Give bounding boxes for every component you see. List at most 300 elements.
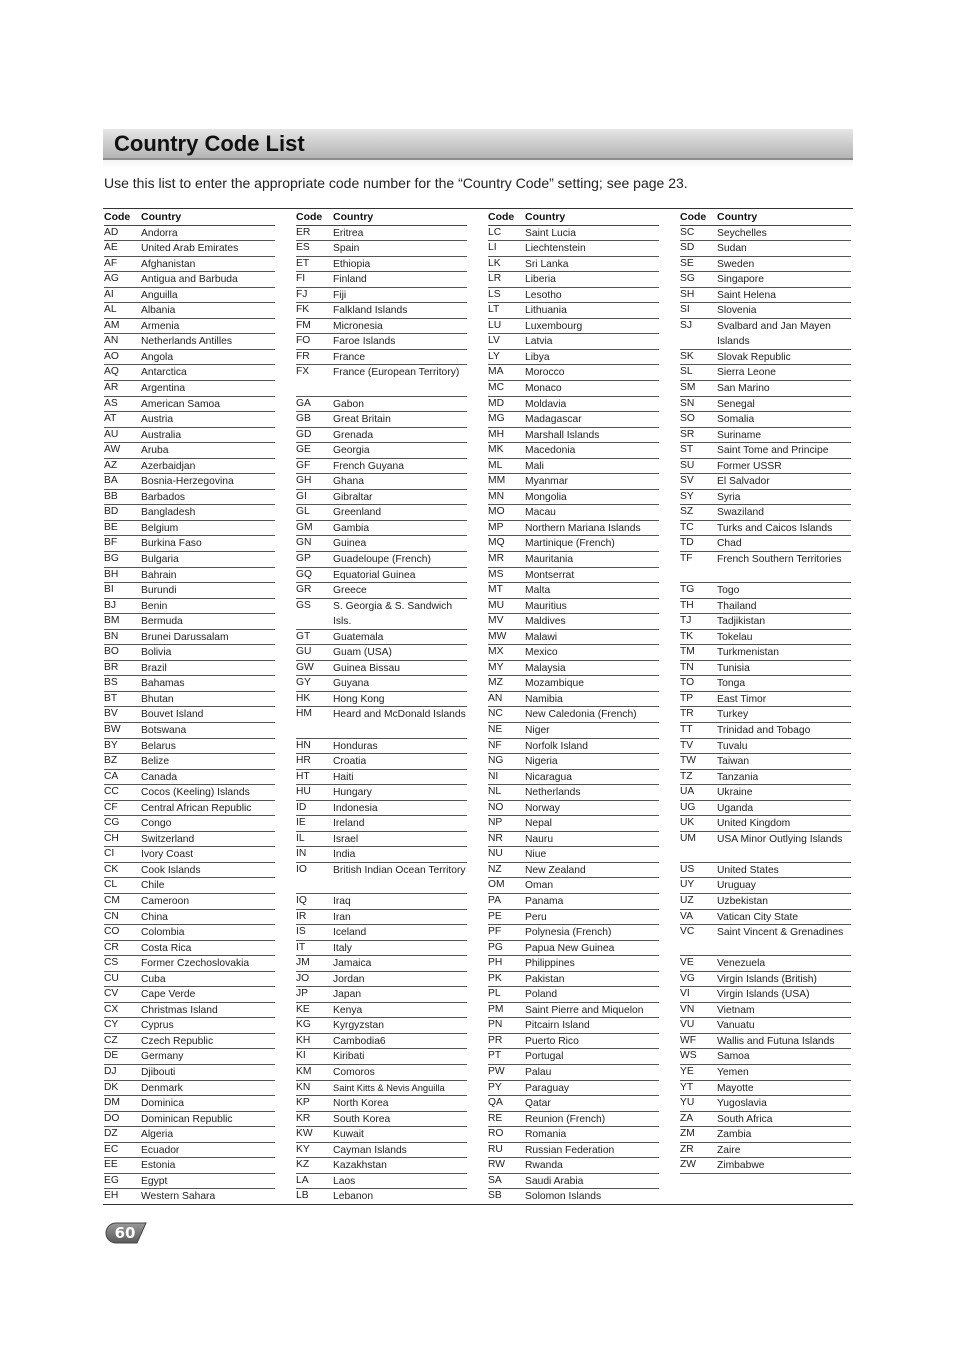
country-name: Argentina — [141, 382, 186, 394]
country-name: Peru — [525, 911, 547, 923]
country-name: Lebanon — [333, 1191, 374, 1203]
country-name: Georgia — [333, 445, 370, 457]
country-name: Luxembourg — [525, 320, 583, 332]
country-code: PM — [488, 1003, 504, 1015]
country-name: Philippines — [525, 958, 575, 970]
country-code: HM — [296, 708, 313, 720]
country-name: Hong Kong — [333, 693, 385, 705]
country-name: Austria — [141, 414, 174, 426]
table-row — [296, 1081, 467, 1097]
country-name: Aruba — [141, 445, 169, 457]
country-code: CR — [104, 941, 119, 953]
country-code: LY — [488, 350, 500, 362]
country-name: Russian Federation — [525, 1144, 615, 1156]
country-code: BD — [104, 506, 119, 518]
table-row — [104, 1065, 275, 1081]
table-row — [680, 630, 851, 646]
country-name: Jordan — [333, 973, 365, 985]
table-row — [104, 785, 275, 801]
table-row — [488, 1112, 659, 1128]
country-name: Former Czechoslovakia — [141, 958, 250, 970]
country-name: Pakistan — [525, 973, 565, 985]
country-code: ZM — [680, 1128, 695, 1140]
country-code: WS — [680, 1050, 697, 1062]
table-row — [104, 505, 275, 521]
country-code: MK — [488, 444, 504, 456]
country-name: Wallis and Futuna Islands — [717, 1035, 835, 1047]
country-name: Cyprus — [141, 1020, 174, 1032]
country-code: DO — [104, 1112, 120, 1124]
country-code: IO — [296, 863, 307, 875]
table-row — [680, 552, 851, 583]
country-name: Israel — [333, 833, 359, 845]
country-name: Brunei Darussalam — [141, 631, 229, 643]
table-row — [104, 925, 275, 941]
table-row — [488, 334, 659, 350]
country-code: UY — [680, 879, 695, 891]
country-name: Tuvalu — [717, 740, 748, 752]
table-row — [488, 536, 659, 552]
country-code: IS — [296, 926, 306, 938]
table-row — [680, 288, 851, 304]
country-name: Vatican City State — [717, 911, 799, 923]
country-code: SN — [680, 397, 695, 409]
country-name: Guam (USA) — [333, 647, 392, 659]
country-name: Mauritania — [525, 553, 574, 565]
country-name: Turkey — [717, 709, 749, 721]
country-code: MM — [488, 475, 506, 487]
country-code: TO — [680, 677, 695, 689]
country-code: LC — [488, 226, 502, 238]
country-name: Papua New Guinea — [525, 942, 615, 954]
country-name: Portugal — [525, 1051, 564, 1063]
table-row — [680, 614, 851, 630]
country-name: Saint Helena — [717, 289, 776, 301]
table-row — [296, 1034, 467, 1050]
table-row — [104, 723, 275, 739]
country-name: Colombia — [141, 927, 185, 939]
country-code: BG — [104, 552, 119, 564]
country-name: South Africa — [717, 1113, 773, 1125]
country-code: ID — [296, 801, 307, 813]
country-code: BJ — [104, 599, 117, 611]
table-row — [104, 599, 275, 615]
country-code: AL — [104, 304, 117, 316]
table-row — [488, 645, 659, 661]
table-row — [488, 568, 659, 584]
column-header — [296, 210, 467, 226]
country-name: Faroe Islands — [333, 336, 396, 348]
country-code: MV — [488, 615, 504, 627]
country-code: EH — [104, 1190, 119, 1202]
table-row — [296, 676, 467, 692]
table-row — [104, 350, 275, 366]
country-code: VI — [680, 988, 690, 1000]
country-code: GL — [296, 506, 310, 518]
country-name: San Marino — [717, 382, 770, 394]
country-code: LB — [296, 1190, 309, 1202]
country-code: TD — [680, 537, 694, 549]
country-name: Myanmar — [525, 476, 568, 488]
country-code: LT — [488, 304, 500, 316]
country-code: SV — [680, 475, 694, 487]
table-row — [488, 1096, 659, 1112]
country-name: Guatemala — [333, 631, 384, 643]
country-name: Martinique (French) — [525, 538, 615, 550]
country-name: Yugoslavia — [717, 1098, 767, 1110]
country-code: GB — [296, 413, 311, 425]
country-name: Macau — [525, 507, 556, 519]
table-row — [104, 614, 275, 630]
table-row — [488, 241, 659, 257]
country-code: GS — [296, 599, 311, 611]
country-name: Ireland — [333, 818, 365, 830]
table-row — [680, 397, 851, 413]
table-row — [104, 770, 275, 786]
country-name: New Caledonia (French) — [525, 709, 637, 721]
country-name: Albania — [141, 305, 176, 317]
table-row — [296, 505, 467, 521]
country-code: LI — [488, 242, 497, 254]
country-name: Montserrat — [525, 569, 575, 581]
country-name: Bahamas — [141, 678, 185, 690]
country-name: Burundi — [141, 585, 177, 597]
country-name: Antarctica — [141, 367, 187, 379]
country-code: FM — [296, 319, 311, 331]
table-row — [104, 474, 275, 490]
country-name: Andorra — [141, 227, 178, 239]
country-code: NF — [488, 739, 502, 751]
country-code: AF — [104, 257, 118, 269]
table-row — [680, 692, 851, 708]
country-code: GF — [296, 459, 311, 471]
country-name: Former USSR — [717, 460, 782, 472]
country-name: Germany — [141, 1051, 184, 1063]
country-code: BI — [104, 584, 114, 596]
country-name: Belize — [141, 756, 170, 768]
top-rule — [103, 208, 853, 209]
table-row — [104, 863, 275, 879]
country-name: British Indian Ocean Territory — [333, 864, 466, 876]
country-code: HU — [296, 786, 311, 798]
table-row — [680, 770, 851, 786]
country-code: BR — [104, 661, 119, 673]
country-code: PL — [488, 988, 501, 1000]
table-row — [104, 319, 275, 335]
table-row — [488, 319, 659, 335]
country-code: MU — [488, 599, 505, 611]
table-row — [104, 1003, 275, 1019]
country-name: Azerbaidjan — [141, 460, 196, 472]
country-name: Tonga — [717, 678, 746, 690]
table-row — [296, 521, 467, 537]
country-name: Reunion (French) — [525, 1113, 606, 1125]
table-row — [488, 676, 659, 692]
country-code: TT — [680, 724, 693, 735]
country-code: BO — [104, 646, 119, 658]
country-name: Finland — [333, 274, 367, 286]
table-row — [296, 630, 467, 646]
table-row — [104, 754, 275, 770]
country-code: BM — [104, 615, 120, 627]
table-row — [296, 350, 467, 366]
country-code: VU — [680, 1019, 695, 1031]
table-row — [296, 832, 467, 848]
table-row — [104, 1081, 275, 1097]
country-code: GU — [296, 646, 312, 658]
country-name: Tanzania — [717, 771, 759, 783]
table-row — [104, 490, 275, 506]
country-name: Kenya — [333, 1004, 363, 1016]
table-row — [680, 910, 851, 926]
country-code: CL — [104, 879, 118, 891]
country-name: Eritrea — [333, 227, 364, 239]
country-code: AQ — [104, 366, 119, 378]
country-code: KH — [296, 1034, 311, 1046]
country-code: NC — [488, 708, 503, 720]
country-name: Denmark — [141, 1082, 183, 1094]
country-name: Bahrain — [141, 569, 177, 581]
country-code: SK — [680, 350, 694, 362]
country-code: IT — [296, 941, 306, 953]
country-name: Nicaragua — [525, 771, 572, 783]
country-name: Polynesia (French) — [525, 927, 612, 939]
table-row — [680, 443, 851, 459]
country-code: TJ — [680, 615, 692, 627]
country-name: Monaco — [525, 382, 562, 394]
country-code: MG — [488, 413, 505, 425]
country-name: Mongolia — [525, 491, 567, 503]
table-row — [488, 987, 659, 1003]
country-name: Syria — [717, 491, 741, 503]
country-name: Anguilla — [141, 289, 178, 301]
country-name: Dominican Republic — [141, 1113, 233, 1125]
table-row — [680, 241, 851, 257]
country-code: BE — [104, 521, 118, 533]
table-row — [104, 972, 275, 988]
table-row — [680, 894, 851, 910]
country-name: Guyana — [333, 678, 370, 690]
country-name: Egypt — [141, 1175, 168, 1187]
table-row — [680, 1112, 851, 1128]
country-code: CX — [104, 1003, 119, 1015]
country-code: VA — [680, 910, 693, 922]
country-code: GH — [296, 475, 312, 487]
table-row — [296, 397, 467, 413]
country-code: LV — [488, 335, 500, 347]
country-code: KR — [296, 1112, 311, 1124]
country-code: MC — [488, 381, 505, 393]
country-name: Latvia — [525, 336, 553, 348]
country-name: South Korea — [333, 1113, 391, 1125]
table-row — [296, 272, 467, 288]
country-code: MH — [488, 428, 505, 440]
country-name: Congo — [141, 818, 172, 830]
country-code: NR — [488, 832, 503, 844]
country-code: NP — [488, 817, 503, 829]
country-code: KG — [296, 1019, 311, 1031]
country-name: United Arab Emirates — [141, 243, 239, 255]
country-code: AN — [488, 692, 503, 704]
country-name: United States — [717, 864, 779, 876]
country-code: MO — [488, 506, 505, 518]
table-row — [104, 521, 275, 537]
table-row — [296, 785, 467, 801]
table-row — [488, 1034, 659, 1050]
country-name: Canada — [141, 771, 178, 783]
country-code: MA — [488, 366, 504, 378]
table-row — [680, 661, 851, 677]
country-code: PY — [488, 1081, 502, 1093]
country-code: BB — [104, 490, 118, 502]
table-row — [680, 1049, 851, 1065]
country-code: TN — [680, 661, 694, 673]
country-name: Cameroon — [141, 896, 190, 908]
country-code: NI — [488, 770, 499, 782]
code-header: Code — [680, 211, 707, 223]
table-row — [296, 241, 467, 257]
country-code: FK — [296, 304, 310, 316]
country-code: HR — [296, 755, 311, 767]
country-code: MZ — [488, 677, 503, 689]
country-name: Senegal — [717, 398, 755, 410]
country-code: KI — [296, 1050, 306, 1062]
table-row — [104, 847, 275, 863]
country-code: TP — [680, 692, 694, 704]
country-code: TV — [680, 739, 694, 751]
country-code: NO — [488, 801, 504, 813]
table-row — [296, 428, 467, 444]
country-name: Gabon — [333, 398, 364, 410]
title-bar — [103, 129, 853, 160]
page-title: Country Code List — [114, 131, 305, 156]
country-name: Kyrgyzstan — [333, 1020, 384, 1032]
table-row — [104, 1018, 275, 1034]
table-row — [680, 1018, 851, 1034]
country-code: SZ — [680, 506, 694, 518]
country-name: Cambodia6 — [333, 1035, 386, 1047]
country-code: UM — [680, 832, 697, 844]
country-code: ST — [680, 444, 694, 456]
table-row — [104, 288, 275, 304]
table-row — [488, 630, 659, 646]
country-code: AG — [104, 273, 119, 285]
table-row — [488, 443, 659, 459]
table-row — [488, 1158, 659, 1174]
country-name: Ghana — [333, 476, 364, 488]
table-row — [488, 583, 659, 599]
country-code: UK — [680, 817, 695, 829]
country-name: Indonesia — [333, 802, 378, 814]
country-code: SJ — [680, 319, 693, 331]
table-row — [104, 1127, 275, 1143]
country-name: Mali — [525, 460, 544, 472]
country-code: BA — [104, 475, 118, 487]
table-row — [488, 1143, 659, 1159]
table-row — [104, 676, 275, 692]
country-code: MR — [488, 552, 505, 564]
country-name: Palau — [525, 1067, 552, 1079]
country-code: SU — [680, 459, 695, 471]
country-name: Swaziland — [717, 507, 764, 519]
country-name: Belarus — [141, 740, 176, 752]
country-name: Turks and Caicos Islands — [717, 522, 833, 534]
country-code: BF — [104, 537, 118, 549]
country-name: Tokelau — [717, 631, 753, 643]
table-row — [296, 365, 467, 396]
table-row — [296, 987, 467, 1003]
table-row — [680, 272, 851, 288]
table-row — [104, 241, 275, 257]
country-code: TW — [680, 755, 697, 767]
country-name: China — [141, 911, 168, 923]
country-code: AZ — [104, 459, 118, 471]
country-name: Jamaica — [333, 958, 372, 970]
table-row — [296, 1158, 467, 1174]
table-row — [104, 381, 275, 397]
country-header: Country — [717, 211, 758, 223]
table-row — [680, 1143, 851, 1159]
country-code: SA — [488, 1174, 502, 1186]
country-name: Poland — [525, 989, 558, 1001]
country-code: DK — [104, 1081, 119, 1093]
country-code: GD — [296, 428, 312, 440]
country-code: PT — [488, 1050, 502, 1062]
country-code: BW — [104, 724, 121, 735]
table-row — [488, 941, 659, 957]
country-code: NU — [488, 848, 503, 860]
country-code: LR — [488, 273, 502, 285]
country-name: Heard and McDonald Islands — [333, 709, 466, 721]
country-code: GI — [296, 490, 307, 502]
table-row — [296, 910, 467, 926]
country-code: IN — [296, 848, 307, 860]
country-name: Lithuania — [525, 305, 567, 317]
country-code: NZ — [488, 863, 502, 875]
table-row — [296, 1049, 467, 1065]
country-code: EC — [104, 1143, 119, 1155]
table-row — [104, 816, 275, 832]
table-row — [104, 568, 275, 584]
code-header: Code — [104, 211, 131, 223]
table-row — [488, 505, 659, 521]
table-row — [488, 894, 659, 910]
country-name: Micronesia — [333, 320, 383, 332]
country-code: SR — [680, 428, 695, 440]
table-row — [104, 941, 275, 957]
table-row — [488, 1049, 659, 1065]
table-row — [680, 583, 851, 599]
country-code: UZ — [680, 895, 694, 907]
country-code: FR — [296, 350, 310, 362]
table-row — [296, 412, 467, 428]
table-row — [680, 832, 851, 863]
country-name: Greece — [333, 585, 367, 597]
table-row — [488, 661, 659, 677]
table-row — [104, 987, 275, 1003]
country-code: MP — [488, 521, 504, 533]
table-row — [680, 863, 851, 879]
country-name: Kuwait — [333, 1129, 364, 1141]
country-name: New Zealand — [525, 864, 586, 876]
country-name: Mozambique — [525, 678, 584, 690]
country-name: Western Sahara — [141, 1191, 216, 1203]
table-row — [296, 739, 467, 755]
country-name: Turkmenistan — [717, 647, 779, 659]
country-name: Equatorial Guinea — [333, 569, 416, 581]
table-row — [488, 910, 659, 926]
country-code: RU — [488, 1143, 503, 1155]
